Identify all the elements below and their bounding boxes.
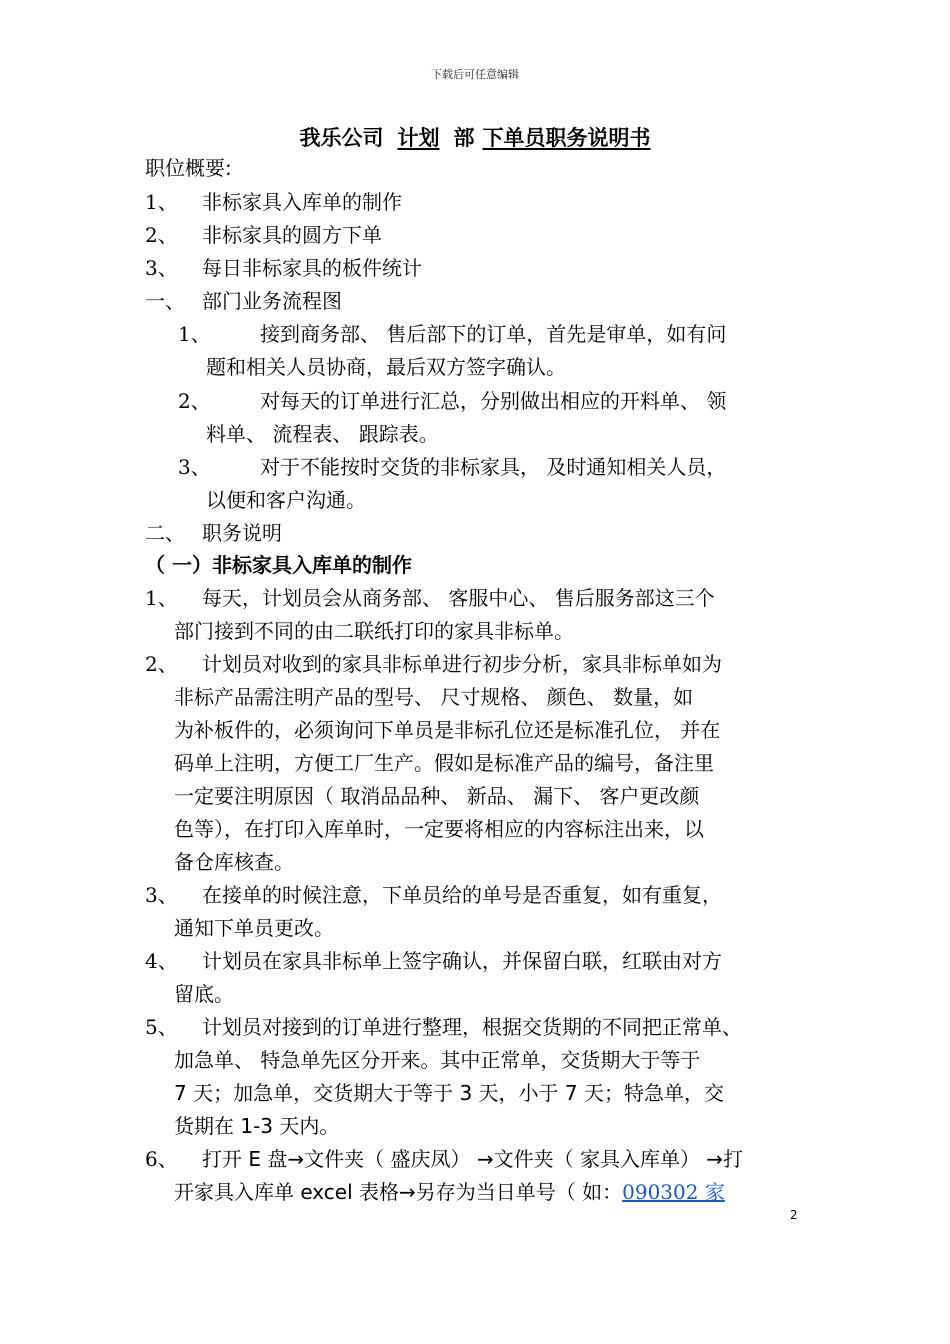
duty-item-cont: 色等），在打印入库单时，一定要将相应的内容标注出来，以 (174, 817, 704, 841)
overview-item: 2、 非标家具的圆方下单 (145, 223, 382, 247)
duty-item-cont: 非标产品需注明产品的型号、 尺寸规格、 颜色、 数量，如 (174, 685, 694, 709)
title-company: 我乐公司 (299, 126, 384, 150)
document-title (0, 122, 950, 152)
duty-item: 6、 打开 E 盘→文件夹（ 盛庆凤） →文件夹（ 家具入库单） →打 (145, 1147, 744, 1171)
duty-item-cont: 为补板件的，必须询问下单员是非标孔位还是标准孔位， 并在 (174, 718, 721, 742)
duty-item-cont: 一定要注明原因（ 取消品品种、 新品、 漏下、 客户更改颜 (174, 784, 700, 808)
title-dept: 部 (453, 126, 475, 150)
duty-item-cont: 备仓库核查。 (174, 850, 294, 874)
overview-item: 1、 非标家具入库单的制作 (145, 190, 402, 214)
section1-item-cont: 以便和客户沟通。 (206, 488, 366, 512)
overview-heading: 职位概要: (145, 156, 232, 180)
section1-item-cont: 题和相关人员协商，最后双方签字确认。 (206, 355, 566, 379)
section2-heading: 二、 职务说明 (145, 521, 282, 545)
duty-item-cont: 开家具入库单 excel 表格→另存为当日单号（ 如：090302 家 (174, 1180, 725, 1204)
duty-item: 5、 计划员对接到的订单进行整理，根据交货期的不同把正常单、 (145, 1015, 742, 1039)
duty-item-cont: 码单上注明，方便工厂生产。假如是标准产品的编号，备注里 (174, 751, 714, 775)
duty-item: 2、 计划员对收到的家具非标单进行初步分析，家具非标单如为 (145, 652, 722, 676)
section1-item-cont: 料单、 流程表、 跟踪表。 (206, 422, 439, 446)
section1-item: 3、 对于不能按时交货的非标家具， 及时通知相关人员， (178, 455, 727, 479)
section1-heading: 一、 部门业务流程图 (145, 289, 342, 313)
duty-item-cont: 通知下单员更改。 (174, 916, 334, 940)
title-role: 下单员职务说明书 (482, 126, 651, 150)
section1-item: 2、 对每天的订单进行汇总，分别做出相应的开料单、 领 (178, 389, 727, 413)
duty-item-cont: 加急单、 特急单先区分开来。其中正常单，交货期大于等于 (174, 1048, 701, 1072)
duty-item: 3、 在接单的时候注意，下单员给的单号是否重复，如有重复， (145, 883, 722, 907)
page-number: 2 (790, 1208, 798, 1222)
section2-subheading: （ 一）非标家具入库单的制作 (145, 553, 412, 577)
duty-item-cont: 7 天；加急单，交货期大于等于 3 天，小于 7 天；特急单，交 (174, 1081, 724, 1105)
overview-item: 3、 每日非标家具的板件统计 (145, 256, 422, 280)
duty-item-cont: 部门接到不同的由二联纸打印的家具非标单。 (174, 619, 574, 643)
duty-item-cont: 留底。 (174, 982, 234, 1006)
duty-item: 4、 计划员在家具非标单上签字确认，并保留白联，红联由对方 (145, 949, 722, 973)
duty-item: 1、 每天，计划员会从商务部、 客服中心、 售后服务部这三个 (145, 586, 715, 610)
section1-item: 1、 接到商务部、 售后部下的订单，首先是审单，如有问 (178, 322, 727, 346)
duty-item-cont: 货期在 1-3 天内。 (174, 1114, 340, 1138)
header-note: 下载后可任意编辑 (431, 68, 519, 81)
filename-link[interactable]: 090302 家 (622, 1180, 725, 1204)
title-plan: 计划 (397, 126, 440, 150)
